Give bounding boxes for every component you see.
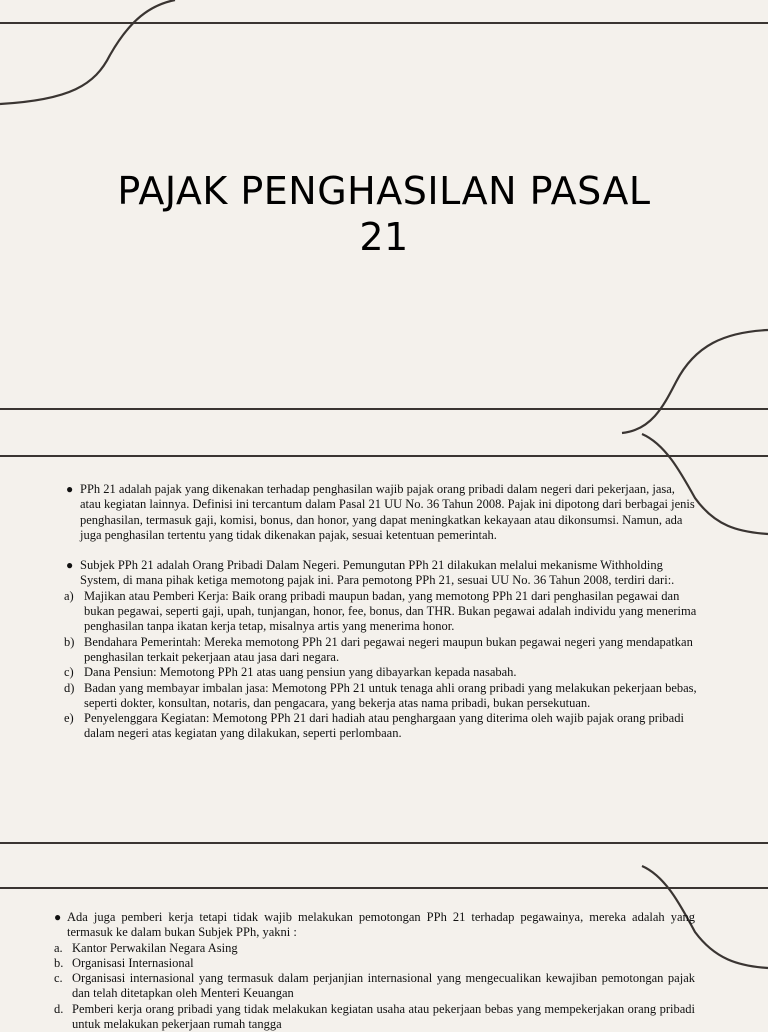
paragraph-pph21-definition (66, 482, 698, 543)
bullet-icon: ● (66, 482, 74, 496)
list-item-text: Penyelenggara Kegiatan: Memotong PPh 21 dari hadiah atau penghargaan yang diterima oleh wajib pajak orang pribadi dalam negeri atas kegiatan yang dilakukan, seperti perlombaan. (84, 711, 684, 741)
paragraph-bukan-subjek (54, 910, 695, 941)
exempt-employer-list (54, 941, 695, 1032)
content-body (54, 910, 695, 1032)
title-slide (0, 0, 768, 436)
list-item (64, 635, 698, 666)
list-marker: d) (64, 680, 75, 695)
content-slide-1 (0, 436, 768, 854)
list-item (54, 971, 695, 1002)
list-item (54, 941, 695, 956)
list-marker: a. (54, 940, 63, 955)
list-marker: c. (54, 971, 63, 986)
content-body (66, 482, 698, 742)
list-item-text: Organisasi Internasional (72, 955, 194, 970)
list-item-text: Badan yang membayar imbalan jasa: Memotong PPh 21 untuk tenaga ahli orang pribadi yang melakukan pekerjaan bebas, seperti dokter, konsultan, notaris, dan pengacara, yang bekerja atas nama pribadi, bukan persekutuan. (84, 680, 697, 710)
paragraph-text: Ada juga pemberi kerja tetapi tidak wajib melakukan pemotongan PPh 21 terhadap pegawainya, mereka adalah yang termasuk ke dalam bukan Subjek PPh, yakni : (67, 910, 695, 940)
list-item (64, 681, 698, 712)
list-item-text: Bendahara Pemerintah: Mereka memotong PPh 21 dari pegawai negeri maupun bukan pegawai negeri yang mendapatkan penghasilan terkait pekerjaan atau jasa dari negara. (84, 634, 693, 664)
list-item-text: Dana Pensiun: Memotong PPh 21 atas uang pensiun yang dibayarkan kepada nasabah. (84, 665, 517, 680)
list-item (54, 956, 695, 971)
list-marker: b. (54, 955, 64, 970)
bullet-icon: ● (54, 910, 62, 924)
list-item (64, 589, 698, 635)
page-title (0, 168, 768, 260)
withholder-list (64, 589, 698, 742)
list-item (64, 665, 698, 680)
title-line-1: PAJAK PENGHASILAN PASAL (117, 169, 651, 213)
content-slide-2 (0, 854, 768, 1032)
list-item-text: Majikan atau Pemberi Kerja: Baik orang pribadi maupun badan, yang memotong PPh 21 dari penghasilan pegawai dan bukan pegawai, seperti gaji, upah, tunjangan, honor, fee, bonus, dan THR. Bukan pegawai adalah individu yang menerima penghasilan tanpa ikatan kerja tetap, misalnya artis yang menerima honor. (84, 588, 697, 634)
bullet-icon: ● (66, 558, 74, 573)
list-marker: e) (64, 711, 74, 726)
list-marker: a) (64, 588, 74, 603)
paragraph-text: PPh 21 adalah pajak yang dikenakan terhadap penghasilan wajib pajak orang pribadi dalam negeri dari pekerjaan, jasa, atau kegiatan lainnya. Definisi ini tercantum dalam Pasal 21 UU No. 36 Tahun 2008. Pajak ini dipotong dari berbagai jenis penghasilan, termasuk gaji, komisi, bonus, dan honor, yang dapat meningkatkan kekayaan atau dikonsumsi. Namun, ada juga penghasilan tertentu yang tidak dikenakan pajak, sesuai ketentuan pemerintah. (80, 482, 695, 542)
list-marker: c) (64, 665, 74, 680)
list-marker: d. (54, 1001, 64, 1016)
paragraph-text: Subjek PPh 21 adalah Orang Pribadi Dalam Negeri. Pemungutan PPh 21 dilakukan melalui mekanisme Withholding System, di mana pihak ketiga memotong pajak ini. Para pemotong PPh 21, sesuai UU No. 36 Tahun 2008, terdiri dari:. (80, 558, 675, 588)
paragraph-subjek-pph21 (66, 558, 698, 589)
list-item (64, 711, 698, 742)
title-line-2: 21 (359, 215, 409, 259)
list-item-text: Organisasi internasional yang termasuk dalam perjanjian internasional yang mengecualikan kewajiban pemotongan pajak dan telah ditetapkan oleh Menteri Keuangan (72, 971, 695, 1001)
list-item (54, 1002, 695, 1032)
list-marker: b) (64, 634, 75, 649)
list-item-text: Kantor Perwakilan Negara Asing (72, 940, 238, 955)
list-item-text: Pemberi kerja orang pribadi yang tidak melakukan kegiatan usaha atau pekerjaan bebas yang mempekerjakan orang pribadi untuk melakukan pekerjaan rumah tangga (72, 1001, 695, 1032)
